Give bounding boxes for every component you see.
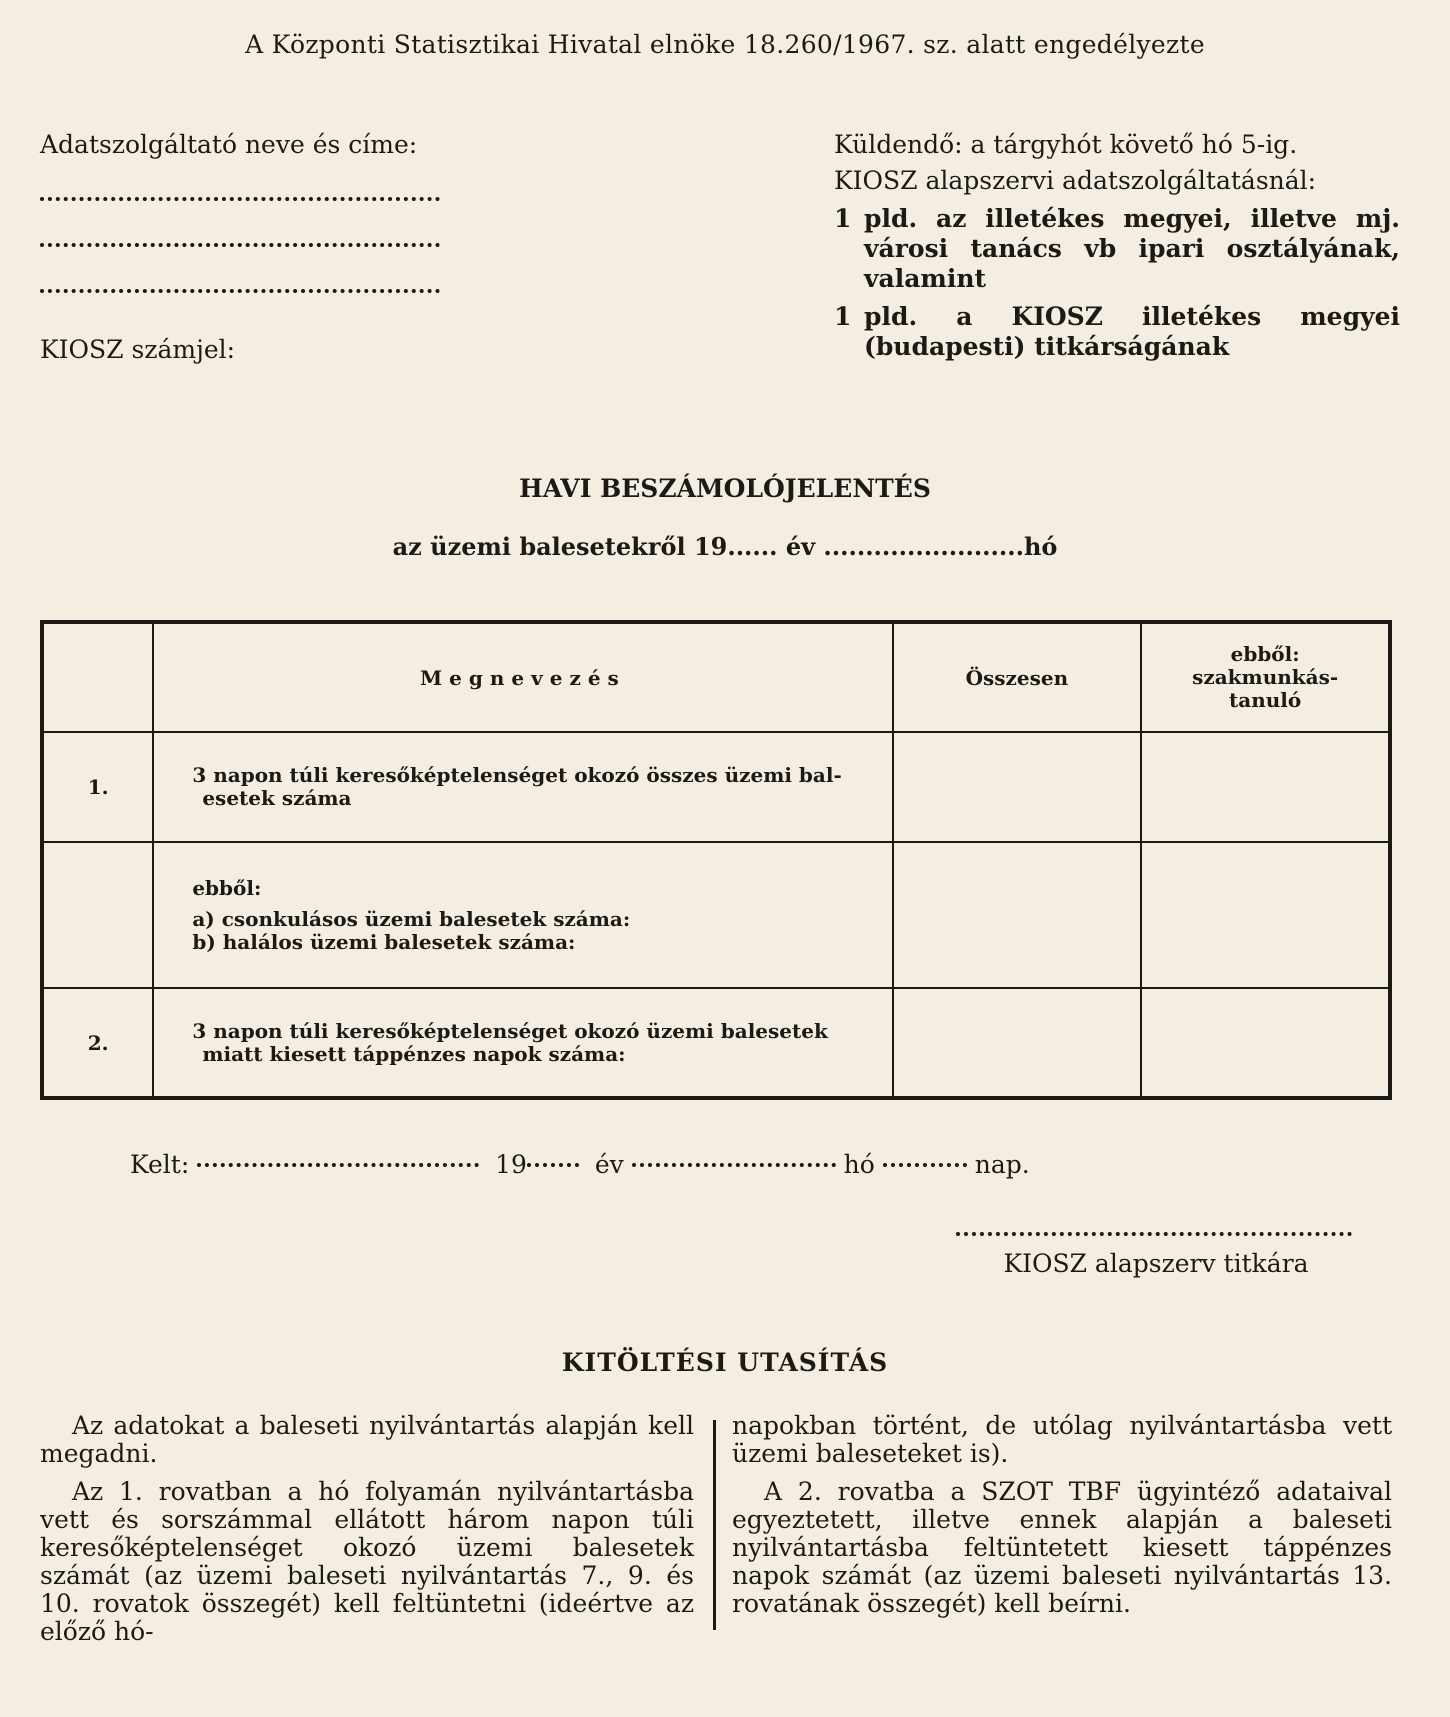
provider-block (40, 130, 460, 364)
row-number: 2. (42, 988, 153, 1098)
date-kelt-label: Kelt: (130, 1150, 190, 1179)
header-number-cell (42, 622, 153, 732)
header-of-which-apprentice: ebből: szakmunkás- tanuló (1141, 622, 1390, 732)
instruction-paragraph: Az adatokat a baleseti nyilvántartás alapján kell megadni. (40, 1411, 694, 1468)
report-table (40, 620, 1392, 1100)
table-header-row (42, 622, 1390, 732)
date-place-field[interactable] (197, 1163, 479, 1167)
provider-line-1 (40, 169, 460, 215)
date-ev-label: év (594, 1150, 624, 1179)
sending-item (834, 204, 1400, 294)
row-description: ebből: a) csonkulásos üzemi balesetek száma: b) halálos üzemi balesetek száma: (153, 842, 892, 988)
date-line (130, 1150, 1030, 1179)
row-total-input[interactable] (893, 732, 1142, 842)
sending-item (834, 302, 1400, 362)
form-subtitle: az üzemi balesetekről 19...... év ........................hó (392, 532, 1058, 561)
row-apprentice-input[interactable] (1141, 842, 1390, 988)
provider-line-2 (40, 215, 460, 261)
date-month-field[interactable] (632, 1163, 836, 1167)
subtitle-month: hó (1023, 532, 1058, 561)
subtitle-text: az üzemi balesetekről 19 (392, 532, 728, 561)
sending-item-number: 1 (834, 204, 852, 233)
table-row (42, 988, 1390, 1098)
provider-line-3 (40, 261, 460, 307)
signature-label: KIOSZ alapszerv titkára (1003, 1249, 1309, 1278)
sending-deadline: Küldendő: a tárgyhót követő hó 5-ig. (834, 130, 1298, 159)
table-row (42, 732, 1390, 842)
sending-note: KIOSZ alapszervi adatszolgáltatásnál: (834, 166, 1317, 195)
date-nap-label: nap. (974, 1150, 1030, 1179)
instructions-title: KITÖLTÉSI UTASÍTÁS (561, 1348, 889, 1377)
date-day-field[interactable] (883, 1163, 967, 1167)
subtitle-year: év (785, 532, 816, 561)
instructions-left-column (40, 1412, 694, 1656)
row-total-input[interactable] (893, 842, 1142, 988)
header-total: Összesen (893, 622, 1142, 732)
row-apprentice-input[interactable] (1141, 988, 1390, 1098)
row-total-input[interactable] (893, 988, 1142, 1098)
kiosz-code-label: KIOSZ számjel: (40, 335, 236, 364)
sending-instructions (834, 130, 1400, 362)
form-title: HAVI BESZÁMOLÓJELENTÉS (519, 474, 931, 503)
instruction-paragraph: Az 1. rovatban a hó folyamán nyilvántartásba vett és sorszámmal ellátott három napon túli keresőképtelenséget okozó üzemi balesetek számát (az üzemi baleseti nyilvántartás 7., 9. és 10. rovatok összegét) kell feltüntetni (ideértve az előző hó- (40, 1477, 694, 1646)
instruction-paragraph: A 2. rovatba a SZOT TBF ügyintéző adataival egyeztetett, illetve ennek alapján a baleseti nyilvántartásba feltüntetett kiesett táppénzes napok számát (az üzemi baleseti nyilvántartás 13. rovatának összegét) kell beírni. (732, 1477, 1392, 1618)
row-number: 1. (42, 732, 153, 842)
date-year-prefix: 19 (495, 1150, 527, 1179)
date-year-field[interactable] (527, 1163, 579, 1167)
authorization-line: A Központi Statisztikai Hivatal elnöke 18.260/1967. sz. alatt engedélyezte (245, 30, 1205, 59)
date-ho-label: hó (843, 1150, 875, 1179)
sending-item-text: pld. az illetékes megyei, illetve mj. városi tanács vb ipari osztályának, valamint (864, 204, 1400, 293)
instructions-right-column (732, 1412, 1392, 1628)
sending-item-text: pld. a KIOSZ illetékes megyei (budapesti) titkárságának (864, 302, 1400, 361)
instruction-paragraph: napokban történt, de utólag nyilvántartásba vett üzemi baleseteket is). (732, 1411, 1392, 1468)
row-number (42, 842, 153, 988)
sending-item-number: 1 (834, 302, 852, 331)
table-row (42, 842, 1390, 988)
signature-line[interactable] (956, 1232, 1352, 1236)
row-description: 3 napon túli keresőképtelenséget okozó összes üzemi bal- esetek száma (153, 732, 892, 842)
provider-name-address-label: Adatszolgáltató neve és címe: (40, 130, 418, 159)
row-apprentice-input[interactable] (1141, 732, 1390, 842)
row-description: 3 napon túli keresőképtelenséget okozó üzemi balesetek miatt kiesett táppénzes napok száma: (153, 988, 892, 1098)
column-divider (713, 1420, 716, 1630)
header-name: Megnevezés (153, 622, 892, 732)
